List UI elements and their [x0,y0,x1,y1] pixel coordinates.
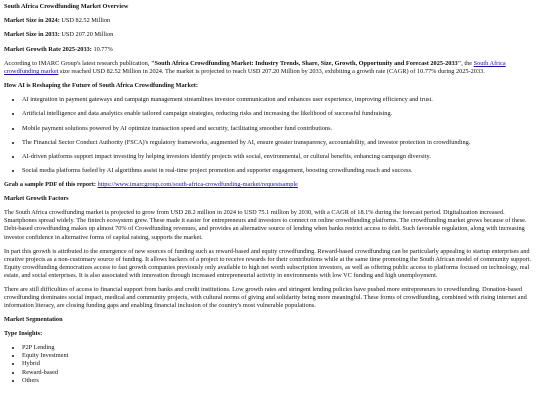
list-item: • The Financial Sector Conduct Authority (FSCA)'s regulatory frameworks, augmented by AI, ensure greater transparency, accountability, and investor protection in crowdfunding. [22,139,536,147]
growth-section-heading: Market Growth Factors [4,195,69,203]
list-item: • AI-driven platforms support impact investing by helping investors identify projects with social, environmental, or cultural benefits, enhancing campaign diversity. [22,153,536,161]
stat-label: Market Size in 2033: [4,31,60,39]
list-item: • Mobile payment solutions powered by AI optimize transaction speed and security, facilitating smoother fund contributions. [22,125,536,133]
stat-market-size-2024 [4,17,536,25]
list-item: • Equity Investment [22,352,536,360]
list-item: • Reward-based [22,369,536,377]
type-list [4,344,536,384]
segmentation-heading: Market Segmentation [4,315,63,323]
type-insights-heading: Type Insights: [4,330,43,338]
stat-label: Market Growth Rate 2025-2033: [4,45,92,53]
stat-value: 10.77% [93,45,113,53]
stat-value: USD 82.52 Million [61,17,111,25]
page-title: South Africa Crowdfunding Market Overview [4,3,129,10]
list-item: • Social media platforms fueled by AI algorithms assist in real-time project promotion and supporter engagement, boosting crowdfunding reach and success. [22,167,536,175]
list-item: • AI integration in payment gateways and campaign management streamlines investor communication and enhances user experience, improving efficiency and trust. [22,96,536,104]
sample-pdf-line [4,181,536,189]
list-item: • Hybrid [22,360,536,368]
ai-bullet-list [4,96,536,175]
stat-market-size-2033 [4,31,536,39]
intro-paragraph [4,60,536,76]
growth-paragraph: There are still difficulties of access to financial support from banks and credit institutions. Low growth rates and stringent lending policies have pushed more entrepreneurs to crowdfunding. Donation-based crowdfunding dominates social impact, medical and community projects, with cultural norms of giving and solidarity being more meaningful. These forms of crowdfunding, combined with rising internet and information literacy, are closing funding gaps and enabling financial inclusion of the country's most vulnerable populations. [4,285,527,309]
list-item: • P2P Lending [22,344,536,352]
intro-middle: , the [461,59,474,67]
list-item: • Artificial intelligence and data analytics enable tailored campaign strategies, reducing risks and increasing the likelihood of successful fundraising. [22,110,536,118]
sample-request-link[interactable]: https://www.imarcgroup.com/south-africa-crowdfunding-market/requestsample [97,181,298,189]
stat-label: Market Size in 2024: [4,17,60,25]
intro-before: According to IMARC Group's latest research publication, [4,59,151,67]
growth-paragraph: The South Africa crowdfunding market is projected to grow from USD 28.2 million in 2024 to USD 75.1 million by 2030, with a CAGR of 18.1% during the forecast period. Digitalization increased. Smartphones spread widely. The fintech ecosystem grew. These made it easier for entrepreneurs and investors to connect on online crowdfunding platforms. The crowdfunding market grows because of these. Debt-based crowdfunding makes up almost 70% of Crowdfunding revenues, and provides an alternative source of lending when banks restrict access to debt. Such favorable regulation, along with increasing investor confidence in alternative forms of capital raising, supports the market. [4,209,527,241]
sample-label: Grab a sample PDF of this report: [4,181,96,189]
market-link[interactable]: South Africa crowdfunding market [4,59,506,75]
report-title: "South Africa Crowdfunding Market: Industry Trends, Share, Size, Growth, Opportunity and Forecast 2025-2033" [150,59,462,67]
ai-section-heading: How AI is Reshaping the Future of South Africa Crowdfunding Market: [4,82,198,90]
intro-after: size reached USD 82.52 Million in 2024. The market is projected to reach USD 207.20 Million by 2033, exhibiting a growth rate (CAGR) of 10.77% during 2025-2033. [58,67,485,75]
stat-value: USD 207.20 Million [61,31,114,39]
stat-growth-rate [4,46,536,54]
growth-paragraph: In part this growth is attributed to the emergence of new sources of funding such as reward-based and equity crowdfunding. Reward-based crowdfunding can be particularly appealing to startup enterprises and creative projects as a non-customary source of funding. It allows backers of a project to receive rewards for their contributions while at the same time promoting the South African model of community support. Equity crowdfunding democratizes access to fast growth companies previously only available to high net worth subscription investors, as well as offering public access to platforms focused on technology, real estate, and social enterprises. It is also associated with innovation through increased entrepreneurial activity in environments with low VC funding and high unemployment. [4,247,532,279]
list-item: • Others [22,377,536,385]
